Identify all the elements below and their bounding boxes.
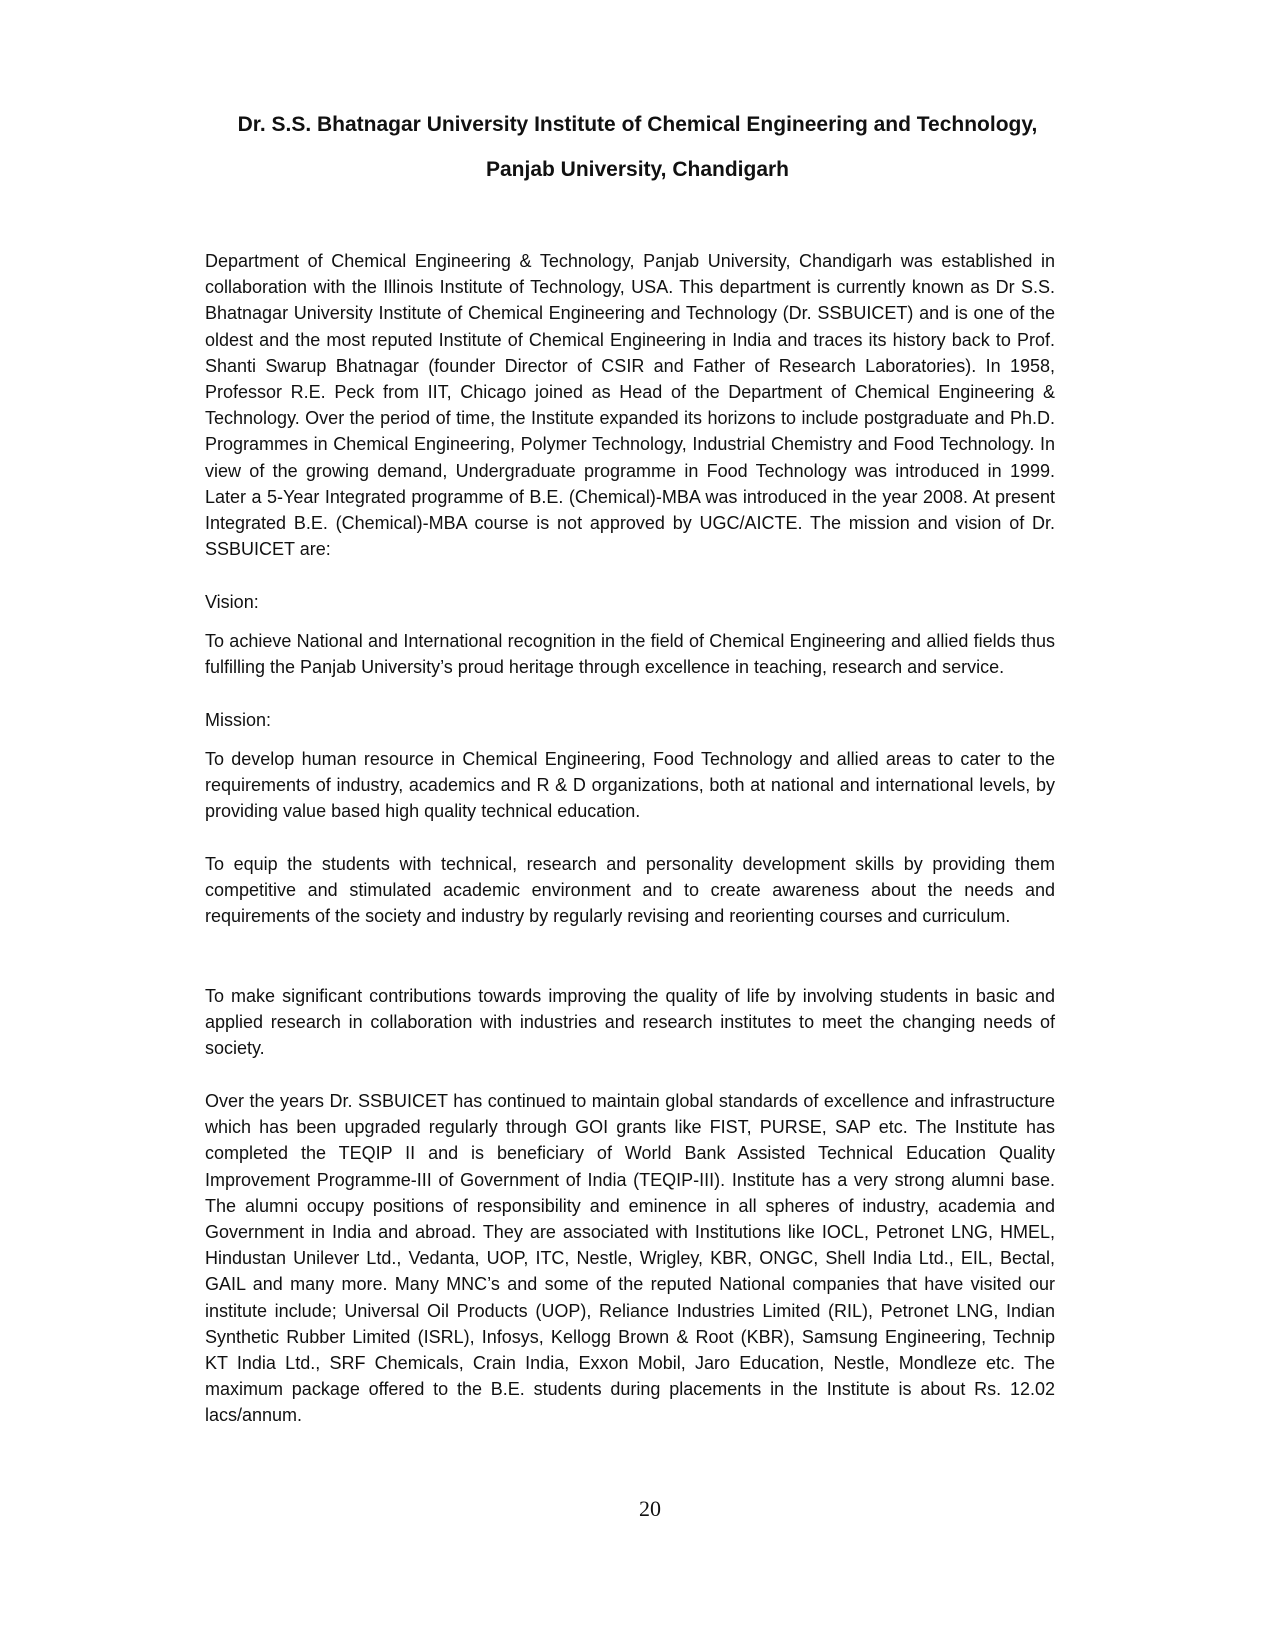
mission-paragraph-1: To develop human resource in Chemical Engineering, Food Technology and allied areas to cater to the requirements of industry, academics and R & D organizations, both at national and international levels, by providing value based high quality technical education.	[205, 749, 1055, 822]
overview-paragraph: Over the years Dr. SSBUICET has continued to maintain global standards of excellence and infrastructure which has been upgraded regularly through GOI grants like FIST, PURSE, SAP etc. The Institute has completed the TEQIP II and is beneficiary of World Bank Assisted Technical Education Quality Improvement Programme-III of Government of India (TEQIP-III). Institute has a very strong alumni base. The alumni occupy positions of responsibility and eminence in all spheres of industry, academia and Government in India and abroad. They are associated with Institutions like IOCL, Petronet LNG, HMEL, Hindustan Unilever Ltd., Vedanta, UOP, ITC, Nestle, Wrigley, KBR, ONGC, Shell India Ltd., EIL, Bectal, GAIL and many more. Many MNC’s and some of the reputed National companies that have visited our institute include; Universal Oil Products (UOP), Reliance Industries Limited (RIL), Petronet LNG, Indian Synthetic Rubber Limited (ISRL), Infosys, Kellogg Brown & Root (KBR), Samsung Engineering, Technip KT India Ltd., SRF Chemicals, Crain India, Exxon Mobil, Jaro Education, Nestle, Mondleze etc. The maximum package offered to the B.E. students during placements in the Institute is about Rs. 12.02 lacs/annum.	[205, 1091, 1055, 1426]
intro-paragraph: Department of Chemical Engineering & Technology, Panjab University, Chandigarh was established in collaboration with the Illinois Institute of Technology, USA. This department is currently known as Dr S.S. Bhatnagar University Institute of Chemical Engineering and Technology (Dr. SSBUICET) and is one of the oldest and the most reputed Institute of Chemical Engineering in India and traces its history back to Prof. Shanti Swarup Bhatnagar (founder Director of CSIR and Father of Research Laboratories). In 1958, Professor R.E. Peck from IIT, Chicago joined as Head of the Department of Chemical Engineering & Technology. Over the period of time, the Institute expanded its horizons to include postgraduate and Ph.D. Programmes in Chemical Engineering, Polymer Technology, Industrial Chemistry and Food Technology. In view of the growing demand, Undergraduate programme in Food Technology was introduced in 1999. Later a 5-Year Integrated programme of B.E. (Chemical)-MBA was introduced in the year 2008. At present Integrated B.E. (Chemical)-MBA course is not approved by UGC/AICTE. The mission and vision of Dr. SSBUICET are:	[205, 251, 1055, 560]
document-title-line-1: Dr. S.S. Bhatnagar University Institute of Chemical Engineering and Technology,	[237, 113, 1038, 136]
vision-label: Vision:	[205, 592, 259, 612]
document-title-line-2: Panjab University, Chandigarh	[485, 158, 789, 181]
mission-paragraph-3: To make significant contributions towards improving the quality of life by involving students in basic and applied research in collaboration with industries and research institutes to meet the changing needs of society.	[205, 986, 1055, 1059]
mission-paragraph-2: To equip the students with technical, research and personality development skills by providing them competitive and stimulated academic environment and to create awareness about the needs and requirements of the society and industry by regularly revising and reorienting courses and curriculum.	[205, 854, 1055, 927]
page-number: 20	[639, 1496, 661, 1521]
vision-paragraph: To achieve National and International recognition in the field of Chemical Engineering and allied fields thus fulfilling the Panjab University’s proud heritage through excellence in teaching, research and service.	[205, 631, 1055, 678]
mission-label: Mission:	[205, 710, 272, 730]
